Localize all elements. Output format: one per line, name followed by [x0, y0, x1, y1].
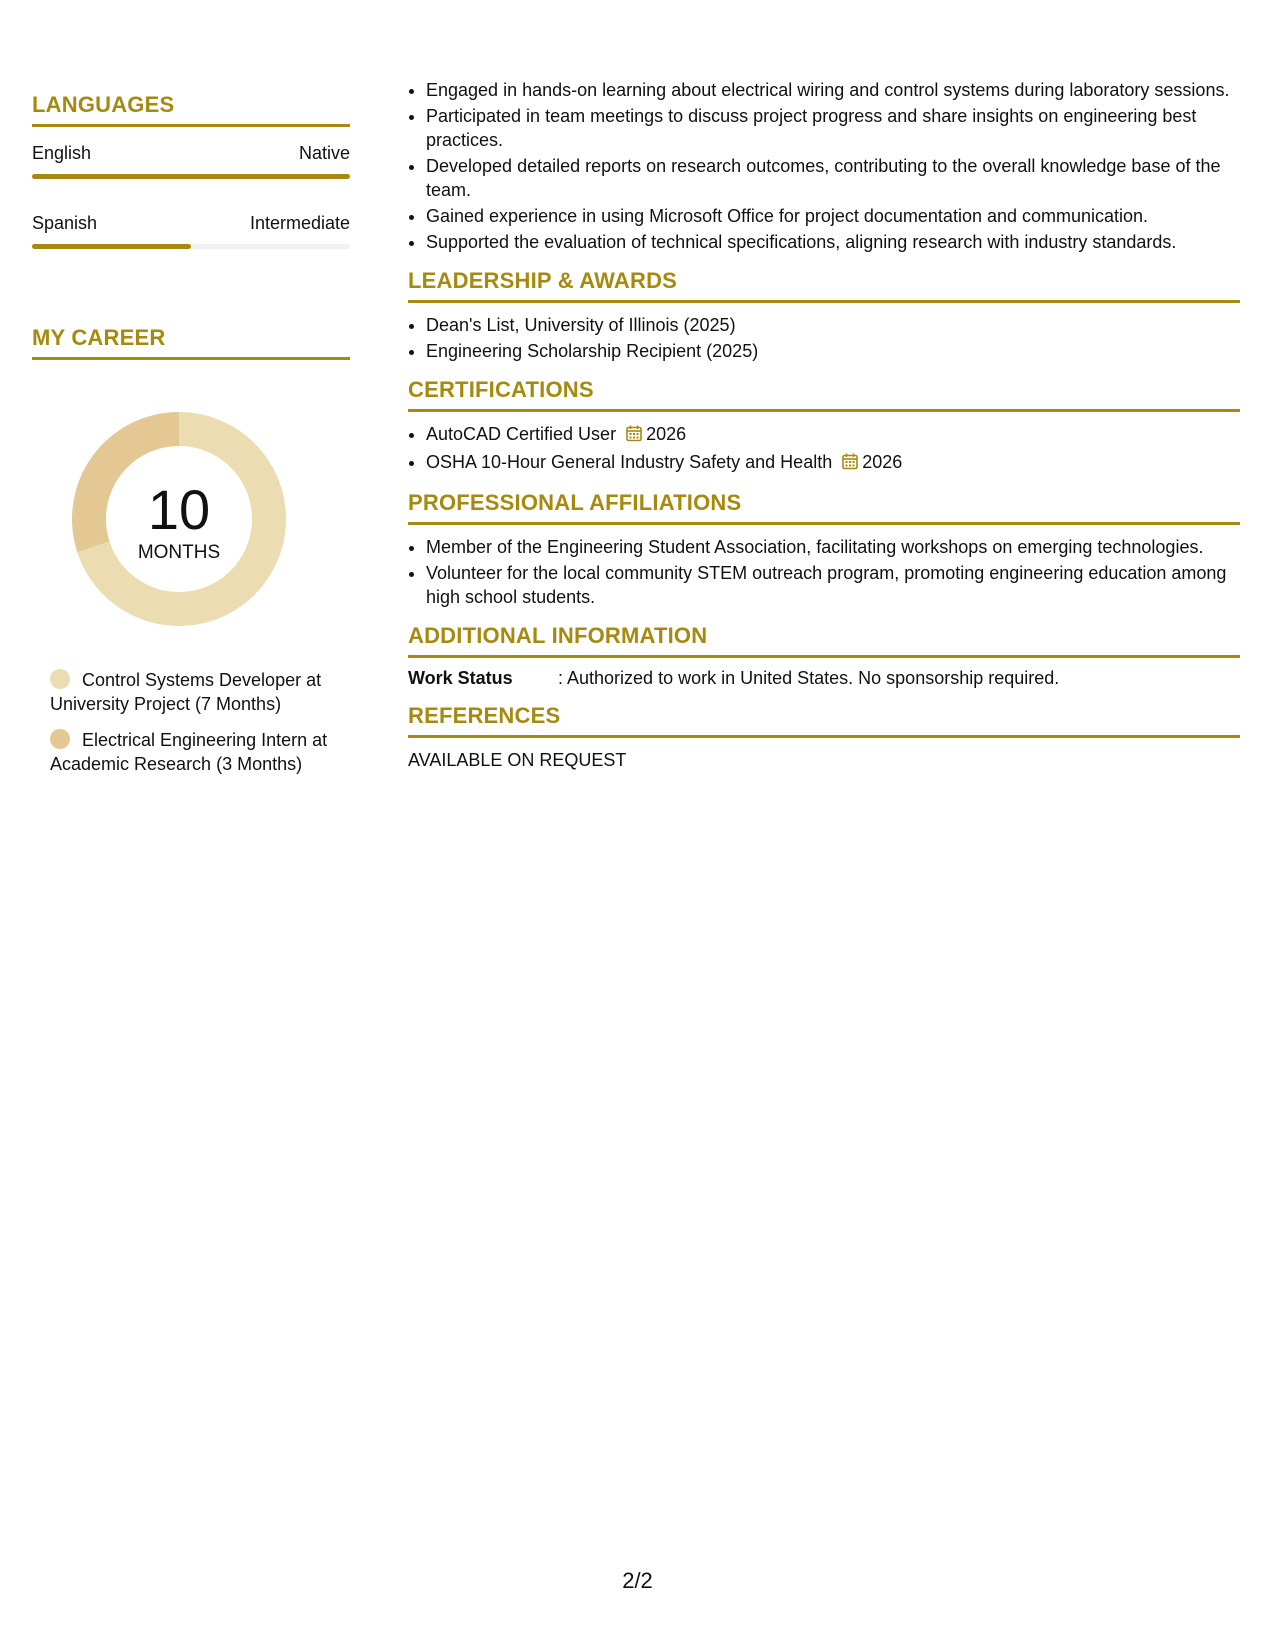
list-item: • Supported the evaluation of technical specifications, aligning research with industry standards.: [426, 230, 1240, 254]
language-name: English: [32, 143, 92, 163]
career-heading: MY CAREER: [32, 325, 350, 360]
career-section: [32, 325, 350, 776]
language-proficiency-bar: [32, 244, 350, 249]
list-item: [426, 450, 1240, 476]
career-total-months: 10: [147, 478, 211, 541]
career-total-unit: MONTHS: [137, 542, 221, 563]
list-item: • Participated in team meetings to discuss project progress and share insights on engineering best practices.: [426, 104, 1240, 152]
work-status-row: [408, 668, 1240, 689]
career-legend: [50, 668, 340, 776]
languages-heading: LANGUAGES: [32, 92, 350, 127]
list-item: • Volunteer for the local community STEM outreach program, promoting engineering education among high school students.: [426, 561, 1240, 609]
certification-year: 2026: [862, 452, 903, 472]
certifications-section: [408, 377, 1240, 476]
language-spanish: [32, 213, 350, 249]
legend-dot: [50, 729, 70, 749]
career-donut-chart: [64, 404, 294, 634]
language-english: [32, 143, 350, 179]
experience-bullets: [408, 78, 1240, 254]
references-text: AVAILABLE ON REQUEST: [408, 750, 627, 770]
left-column: [32, 92, 350, 788]
list-item: • Gained experience in using Microsoft Office for project documentation and communication.: [426, 204, 1240, 228]
work-status-label: Work Status: [408, 668, 513, 688]
additional-info-heading: ADDITIONAL INFORMATION: [408, 623, 1240, 658]
certification-name: AutoCAD Certified User: [426, 424, 617, 444]
language-proficiency-bar: [32, 174, 350, 179]
legend-item: [50, 728, 340, 776]
legend-dot: [50, 669, 70, 689]
list-item: • Developed detailed reports on research outcomes, contributing to the overall knowledge base of the team.: [426, 154, 1240, 202]
certification-year: 2026: [646, 424, 687, 444]
list-item: • Member of the Engineering Student Association, facilitating workshops on emerging technologies.: [426, 535, 1240, 559]
language-name: Spanish: [32, 213, 98, 233]
leadership-section: [408, 268, 1240, 363]
list-item: • Dean's List, University of Illinois (2025): [426, 313, 1240, 337]
affiliations-section: [408, 490, 1240, 609]
donut-center: [64, 404, 294, 634]
legend-item: [50, 668, 340, 716]
list-item: • Engineering Scholarship Recipient (2025): [426, 339, 1240, 363]
leadership-heading: LEADERSHIP & AWARDS: [408, 268, 1240, 303]
calendar-icon: [842, 452, 858, 476]
legend-label: Electrical Engineering Intern at Academic Research (3 Months): [50, 730, 328, 774]
legend-label: Control Systems Developer at University Project (7 Months): [50, 670, 322, 714]
right-column: [408, 78, 1240, 771]
language-proficiency-fill: [32, 244, 191, 249]
language-level: Native: [298, 143, 350, 163]
list-item: [426, 422, 1240, 448]
certifications-heading: CERTIFICATIONS: [408, 377, 1240, 412]
page-number: 2/2: [622, 1568, 653, 1593]
affiliations-heading: PROFESSIONAL AFFILIATIONS: [408, 490, 1240, 525]
list-item: • Engaged in hands-on learning about electrical wiring and control systems during laboratory sessions.: [426, 78, 1240, 102]
language-level: Intermediate: [249, 213, 350, 233]
references-section: [408, 703, 1240, 771]
references-heading: REFERENCES: [408, 703, 1240, 738]
work-status-value: : Authorized to work in United States. No sponsorship required.: [558, 668, 1060, 688]
additional-info-section: [408, 623, 1240, 689]
language-proficiency-fill: [32, 174, 350, 179]
certification-name: OSHA 10-Hour General Industry Safety and Health: [426, 452, 833, 472]
calendar-icon: [626, 424, 642, 448]
